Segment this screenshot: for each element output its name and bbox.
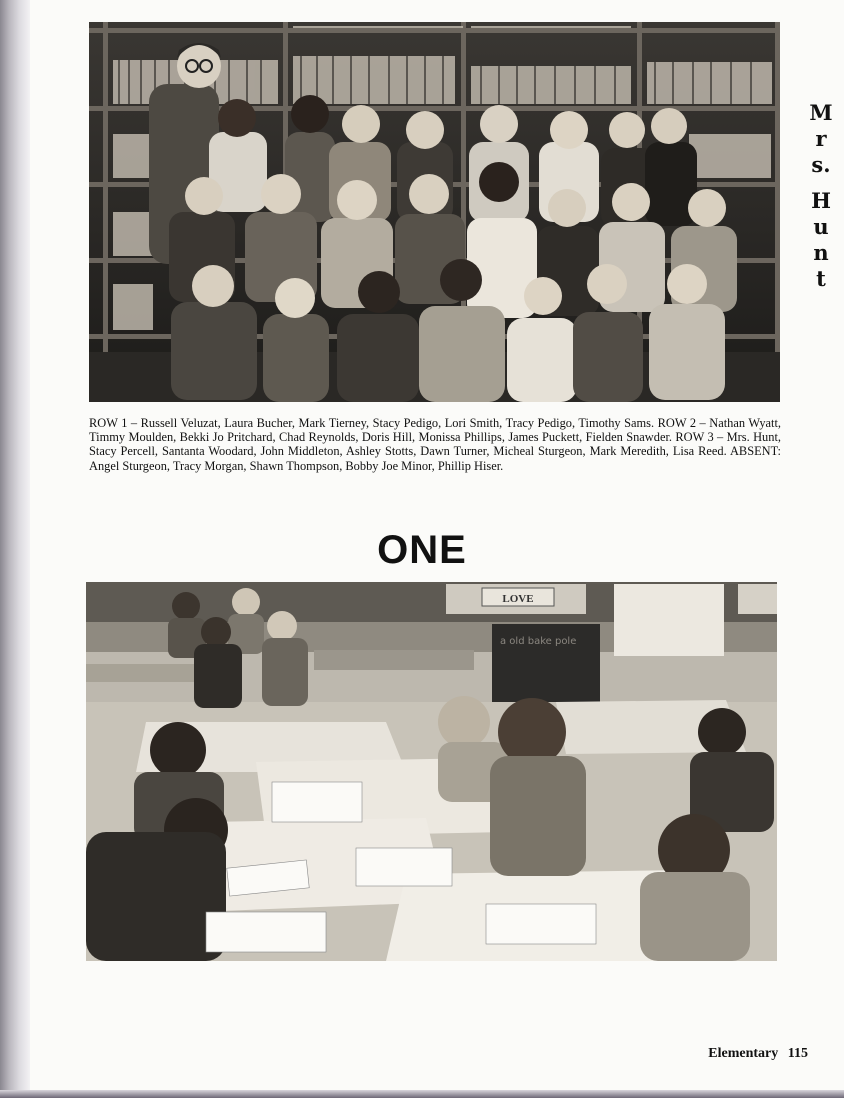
- classroom-candid-photo: [86, 582, 777, 961]
- page-number: 115: [787, 1046, 808, 1061]
- page-bottom-edge: [0, 1090, 844, 1098]
- class-photo-caption: ROW 1 – Russell Veluzat, Laura Bucher, Mark Tierney, Stacy Pedigo, Lori Smith, Tracy Pedigo, Timothy Sams. ROW 2 – Nathan Wyatt, Timmy Moulden, Bekki Jo Pritchard, Chad Reynolds, Doris Hill, Monissa Phillips, James Puckett, Fielden Snawder. ROW 3 – Mrs. Hunt, Stacy Percell, Santanta Woodard, John Middleton, Ashley Stotts, Dawn Turner, Micheal Sturgeon, Mark Meredith, Lisa Reed. ABSENT: Angel Sturgeon, Tracy Morgan, Shawn Thompson, Bobby Joe Minor, Phillip Hiser.: [89, 416, 781, 473]
- side-letter: r: [815, 126, 827, 151]
- class-group-photo: [89, 22, 780, 402]
- chalkboard-writing: a old bake pole: [500, 636, 577, 647]
- side-letter: u: [813, 214, 829, 239]
- page-folio: [708, 1046, 808, 1062]
- side-letter: n: [813, 240, 829, 265]
- side-letter: M: [809, 100, 833, 125]
- side-letter: t: [816, 266, 826, 291]
- folio-section: Elementary: [708, 1046, 779, 1061]
- teacher-name-vertical: [806, 100, 836, 292]
- side-letter: H: [811, 188, 831, 213]
- side-letter: s.: [811, 152, 831, 177]
- section-title: ONE: [377, 528, 467, 572]
- classroom-sign: LOVE: [502, 593, 534, 605]
